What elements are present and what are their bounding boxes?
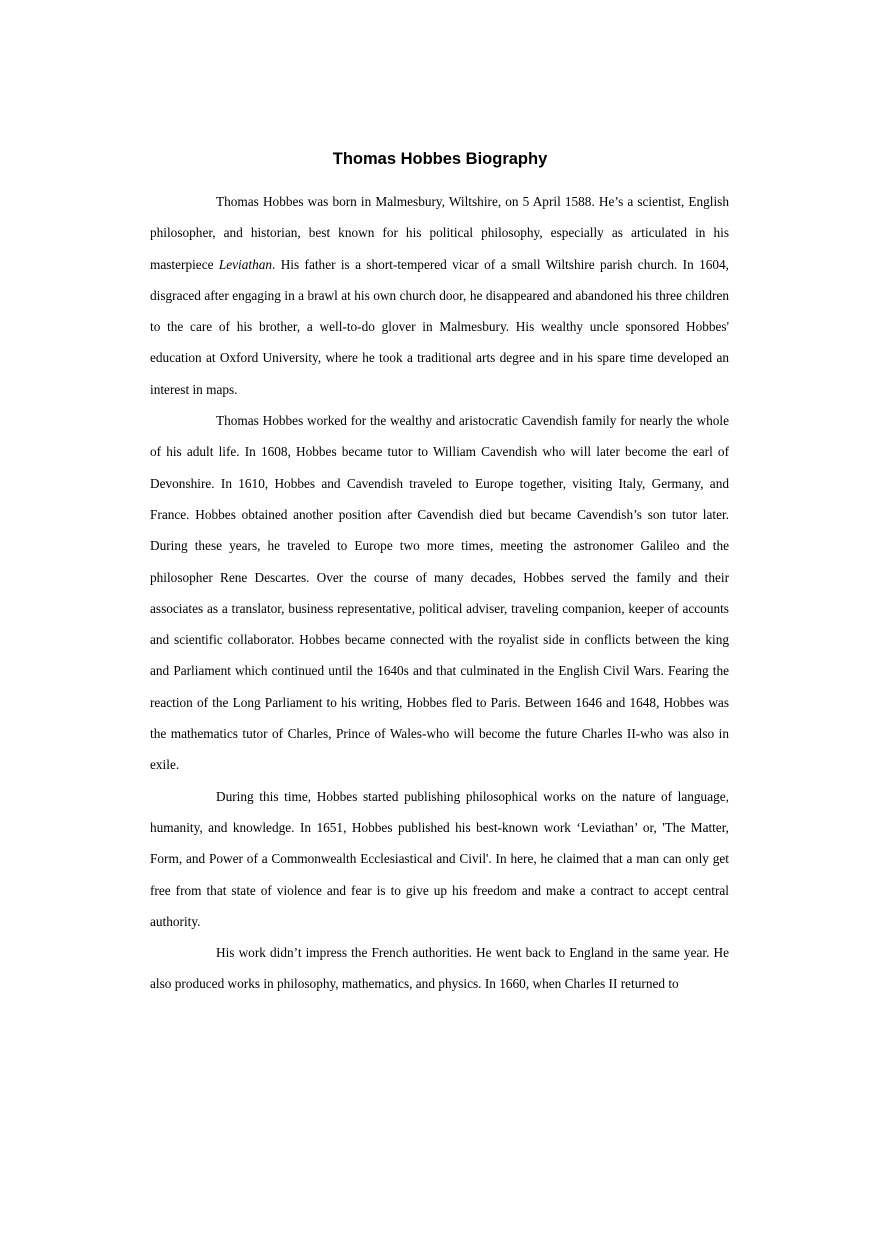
paragraph-1-text-before: Thomas Hobbes was born in Malmesbury, Wiltshire, on 5 April 1588. He’s a scientist, English philosopher, and historian, best known for his political philosophy, especially as articulated in his masterpiece	[150, 194, 729, 272]
paragraph-1	[150, 186, 729, 405]
paragraph-3: During this time, Hobbes started publishing philosophical works on the nature of language, humanity, and knowledge. In 1651, Hobbes published his best-known work ‘Leviathan’ or, 'The Matter, Form, and Power of a Commonwealth Ecclesiastical and Civil'. In here, he claimed that a man can only get free from that state of violence and fear is to give up his freedom and make a contract to accept central authority.	[150, 788, 729, 929]
document-body	[150, 186, 729, 1000]
leviathan-italic-title: Leviathan	[218, 256, 273, 272]
page-title: Thomas Hobbes Biography	[332, 150, 548, 168]
paragraph-2: Thomas Hobbes worked for the wealthy and aristocratic Cavendish family for nearly the whole of his adult life. In 1608, Hobbes became tutor to William Cavendish who will later become the earl of Devonshire. In 1610, Hobbes and Cavendish traveled to Europe together, visiting Italy, Germany, and France. Hobbes obtained another position after Cavendish died but became Cavendish’s son tutor later. During these years, he traveled to Europe two more times, meeting the astronomer Galileo and the philosopher Rene Descartes. Over the course of many decades, Hobbes served the family and their associates as a translator, business representative, political adviser, traveling companion, keeper of accounts and scientific collaborator. Hobbes became connected with the royalist side in conflicts between the king and Parliament which continued until the 1640s and that culminated in the English Civil Wars. Fearing the reaction of the Long Parliament to his writing, Hobbes fled to Paris. Between 1646 and 1648, Hobbes was the mathematics tutor of Charles, Prince of Wales-who will become the future Charles II-who was also in exile.	[150, 413, 729, 773]
paragraph-1-text-after: . His father is a short-tempered vicar of a small Wiltshire parish church. In 1604, disgraced after engaging in a brawl at his own church door, he disappeared and abandoned his three children to the care of his brother, a well-to-do glover in Malmesbury. His wealthy uncle sponsored Hobbes' education at Oxford University, where he took a traditional arts degree and in his spare time developed an interest in maps.	[150, 256, 729, 397]
paragraph-4: His work didn’t impress the French authorities. He went back to England in the same year. He also produced works in philosophy, mathematics, and physics. In 1660, when Charles II returned to	[150, 945, 729, 992]
